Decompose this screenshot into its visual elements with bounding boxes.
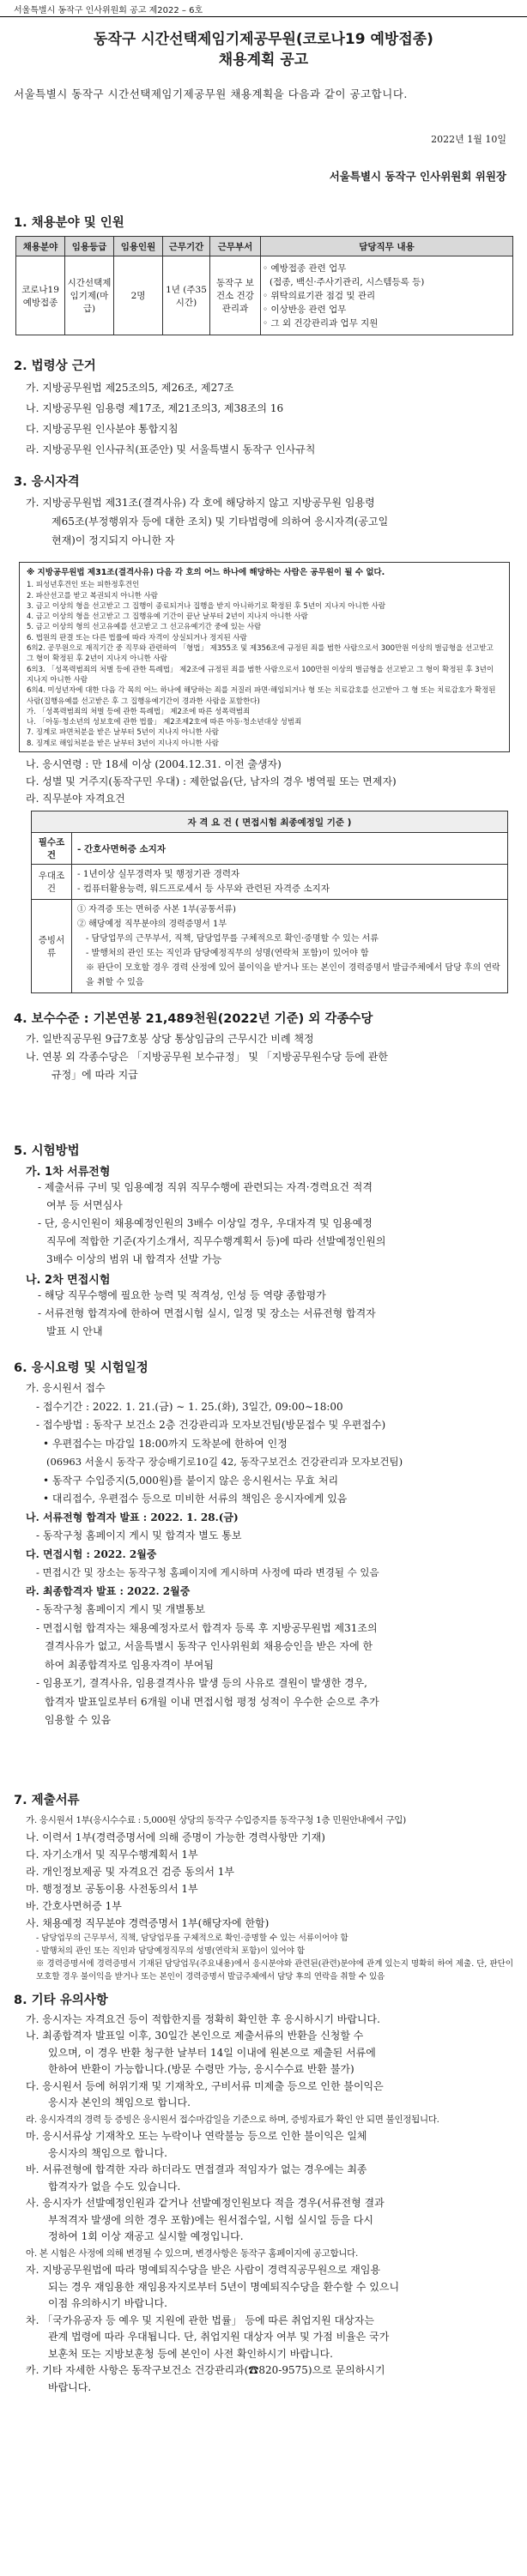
duty-item: ◦ 이상반응 관련 업무 <box>263 304 347 315</box>
recruit-table-header <box>16 237 513 256</box>
screening-result-heading: 나. 서류전형 합격자 발표 : 2022. 1. 28.(금) <box>26 1511 239 1523</box>
document-item: 바. 간호사면허증 1부 <box>26 1899 122 1912</box>
evidence-label: 증빙서류 <box>32 900 72 993</box>
notice-line: 바랍니다. <box>48 2380 92 2393</box>
evidence-line: - 발행처의 관인 또는 직인과 담당예정직무의 성명(연락처 포함)이 있어야 함 <box>86 949 369 958</box>
notice-line: 합격자가 없을 수도 있습니다. <box>48 2180 181 2193</box>
notice-item <box>26 2246 513 2263</box>
notice-line: 있으며, 이 경우 반환 청구한 날부터 14일 이내에 원본으로 제출된 서류에 <box>48 2046 376 2059</box>
notice-date: 2022년 1월 10일 <box>431 134 506 145</box>
notice-line: 라. 응시자격의 경력 등 증빙은 응시원서 접수마감일을 기준으로 하며, 증빙자료가 확인 안 되면 불인정됩니다. <box>26 2114 439 2125</box>
s3-ga-line: 가. 지방공무원법 제31조(결격사유) 각 호에 해당하지 않고 지방공무원 임용령 <box>26 497 375 509</box>
evidence-row <box>32 900 508 993</box>
duty-item: ◦ 그 외 건강관리과 업무 지원 <box>263 317 379 329</box>
notice-item <box>26 2012 513 2029</box>
notice-line: 가. 응시자는 자격요건 등이 적합한지를 정확히 확인한 후 응시하시기 바랍니다. <box>26 2012 380 2025</box>
career-note-line: - 발행처의 관인 또는 직인과 담당예정직무의 성명(연락처 포함)이 있어야 함 <box>36 1946 306 1956</box>
screening-line: 3배수 이상의 범위 내 합격자 선발 가능 <box>46 1253 222 1265</box>
duty-item: (접종, 백신·주사기관리, 시스템등록 등) <box>270 276 425 287</box>
evidence-line: ② 해당예정 직무분야의 경력증명서 1부 <box>77 920 227 929</box>
cell-duties <box>261 256 513 335</box>
career-note <box>26 1932 513 1983</box>
final-result-line: 하여 최종합격자로 임용자격이 부여됨 <box>45 1658 214 1671</box>
document-screening-list <box>26 1179 513 1269</box>
box-line: 6. 법원의 판결 또는 다른 법률에 따라 자격이 상실되거나 정지된 사람 <box>27 633 247 642</box>
s3-ga <box>14 493 513 550</box>
screening-line: - 단, 응시인원이 채용예정인원의 3배수 이상일 경우, 우대자격 및 임용예정 <box>38 1217 373 1229</box>
document-screening-heading: 가. 1차 서류전형 <box>26 1166 111 1179</box>
career-note-line: ※ 경력증명서에 경력증명서 기재된 담당업무(주요내용)에서 응시분야와 관련된(관련)분야에 관계 있는지 명확히 하여 제출. 단, 판단이 모호할 경우 불이익을 받거나 또는 본인이 경력증명서 발급주체에서 담당 후의 연락을 취할 수 있음 <box>36 1958 514 1982</box>
evidence-line: ※ 판단이 모호할 경우 경력 산정에 있어 불이익을 받거나 또는 본인이 경력증명서 발급주체에서 담당 후의 연락을 취할 수 있음 <box>86 963 500 987</box>
document-item: 사. 채용예정 직무분야 경력증명서 1부(해당자에 한함) <box>26 1916 270 1929</box>
notice-line: 한하여 반환이 가능합니다.(방문 수령만 가능, 응시수수료 반환 불가) <box>48 2063 354 2075</box>
notice-item <box>26 2078 513 2112</box>
final-result-line: - 동작구청 홈페이지 게시 및 개별통보 <box>36 1603 206 1615</box>
cell-dept: 동작구 보건소 건강관리과 <box>210 256 261 335</box>
allowance-line: 나. 연봉 외 각종수당은 「지방공무원 보수규정」 및 「지방공무원수당 등에 관한 <box>26 1051 388 1063</box>
col-period: 근무기간 <box>163 237 210 256</box>
job-requirement-heading: 라. 직무분야 자격요건 <box>26 793 125 805</box>
box-line: 2. 파산선고를 받고 복권되지 아니한 사람 <box>27 591 158 600</box>
evidence-line: ① 자격증 또는 면허증 사본 1부(공통서류) <box>77 905 236 914</box>
interview-list <box>26 1287 513 1341</box>
notice-item <box>26 2313 513 2363</box>
section-1-title: 1. 채용분야 및 인원 <box>14 216 124 230</box>
section-4-title: 4. 보수수준 : 기본연봉 21,489천원(2022년 기준) 외 각종수당 <box>14 1012 373 1026</box>
section-2-list <box>14 377 513 460</box>
section-8-title: 8. 기타 유의사항 <box>14 1993 108 2007</box>
notice-line: 정하여 1회 이상 재공고 실시할 예정입니다. <box>48 2230 244 2242</box>
box-header: ※ 지방공무원법 제31조(결격사유) 다음 각 호의 어느 하나에 해당하는 사람은 공무원이 될 수 없다. <box>27 568 385 577</box>
interview-date-line: - 면접시간 및 장소는 동작구청 홈페이지에 게시하며 사정에 따라 변경될 수 있음 <box>36 1566 379 1578</box>
document-item: 가. 응시원서 1부(응시수수료 : 5,000원 상당의 동작구 수입증지를 동작구청 1층 민원안내에서 구입) <box>26 1814 406 1825</box>
box-line: 나. 「아동·청소년의 성보호에 관한 법률」 제2조제2호에 따른 아동·청소년대상 성범죄 <box>27 718 302 727</box>
application-line: - 접수기간 : 2022. 1. 21.(금) ∼ 1. 25.(화), 3일간, 09:00∼18:00 <box>36 1400 343 1413</box>
application-heading: 가. 응시원서 접수 <box>26 1382 106 1394</box>
cell-count: 2명 <box>114 256 163 335</box>
application-line: • 우편접수는 마감일 18:00까지 도착분에 한하여 인정 <box>43 1437 288 1450</box>
title-line-1: 동작구 시간선택제임기제공무원(코로나19 예방접종) <box>94 31 433 48</box>
required-label: 필수조건 <box>32 833 72 865</box>
preferred-text <box>72 865 508 900</box>
preferred-line: - 1년이상 실무경력자 및 행정기관 경력자 <box>77 869 240 879</box>
requirement-table <box>31 811 508 993</box>
intro-text: 서울특별시 동작구 시간선택제임기제공무원 채용계획을 다음과 같이 공고합니다. <box>14 87 408 100</box>
salary-basis: 가. 일반직공무원 9급7호봉 상당 통상임금의 근무시간 비례 책정 <box>26 1033 314 1045</box>
notice-line: 이점 유의하시기 바랍니다. <box>48 2297 167 2309</box>
interview-heading: 나. 2차 면접시험 <box>26 1274 111 1287</box>
box-line: 5. 금고 이상의 형의 선고유예를 선고받고 그 선고유예기간 중에 있는 사람 <box>27 623 262 632</box>
cell-period: 1년 (주35시간) <box>163 256 210 335</box>
notice-line: 마. 응시서류상 기재착오 또는 누락이나 연락불능 등으로 인한 불이익은 일체 <box>26 2130 367 2142</box>
box-line: 7. 징계로 파면처분을 받은 날부터 5년이 지나지 아니한 사람 <box>27 728 219 738</box>
notice-line: 응시자의 책임으로 합니다. <box>48 2146 167 2159</box>
box-line: 1. 피성년후견인 또는 피한정후견인 <box>27 581 140 590</box>
col-duties: 담당직무 내용 <box>261 237 513 256</box>
section-7-title: 7. 제출서류 <box>14 1793 80 1807</box>
allowance-line: 규정」에 따라 지급 <box>51 1069 138 1081</box>
notice-line: 사. 응시자가 선발예정인원과 같거나 선발예정인원보다 적을 경우(서류전형 결과 <box>26 2197 385 2209</box>
gender-residence-condition: 다. 성별 및 거주지(동작구민 우대) : 제한없음(단, 남자의 경우 병역필 또는 면제자) <box>26 775 397 787</box>
box-line: 3. 금고 이상의 형을 선고받고 그 집행이 종료되거나 집행을 받지 아니하기로 확정된 후 5년이 지나지 아니한 사람 <box>27 601 386 611</box>
notice-item <box>26 2262 513 2313</box>
screening-line: - 제출서류 구비 및 임용예정 직위 직무수행에 관련되는 자격·경력요건 적격 <box>38 1181 373 1193</box>
recruit-table-row <box>16 256 513 335</box>
notice-item <box>26 2112 513 2129</box>
notice-line: 응시자 본인의 책임으로 합니다. <box>48 2096 191 2108</box>
screening-line: 여부 등 서면심사 <box>46 1199 123 1211</box>
final-result-heading: 라. 최종합격자 발표 : 2022. 2월중 <box>26 1584 191 1597</box>
evidence-line: - 담당업무의 근무부서, 직책, 담당업무를 구체적으로 확인·증명할 수 있는 서류 <box>86 934 379 944</box>
interview-line: - 서류전형 합격자에 한하여 면접시험 실시, 일정 및 장소는 서류전형 합격자 <box>38 1307 376 1319</box>
document-item: 다. 자기소개서 및 직무수행계획서 1부 <box>26 1848 198 1861</box>
application-line: • 대리접수, 우편접수 등으로 미비한 서류의 책임은 응시자에게 있음 <box>43 1493 348 1505</box>
application-line: (06963 서울시 동작구 장승배기로10길 42, 동작구보건소 건강관리과 모자보건팀) <box>46 1456 403 1468</box>
notice-item <box>26 2162 513 2195</box>
section-5-body <box>14 1162 513 1341</box>
screening-result-line: - 동작구청 홈페이지 게시 및 합격자 별도 통보 <box>36 1529 242 1541</box>
box-line: 6의4. 미성년자에 대한 다음 각 목의 어느 하나에 해당하는 죄를 저질러 파면·해임되거나 형 또는 치료감호를 선고받아 그 형 또는 치료감호가 확정된 사람(집행유예를 선고받은 후 그 집행유예기간이 경과한 사람을 포함한다) <box>27 686 496 706</box>
notice-signer: 서울특별시 동작구 인사위원회 위원장 <box>329 170 506 183</box>
requirement-caption: 자 격 요 건 ( 면접시험 최종예정일 기준 ) <box>32 811 508 833</box>
interview-line: - 해당 직무수행에 필요한 능력 및 적격성, 인성 등 역량 종합평가 <box>38 1289 326 1301</box>
notice-line: 다. 응시원서 등에 허위기재 및 기재착오, 구비서류 미제출 등으로 인한 불이익은 <box>26 2079 384 2092</box>
notice-item <box>26 2028 513 2078</box>
section-4-body <box>14 1030 513 1084</box>
s3-ga-line: 제65조(부정행위자 등에 대한 조치) 및 기타법령에 의하여 응시자격(공고일 <box>51 516 389 528</box>
career-note-line: - 담당업무의 근무부서, 직책, 담당업무를 구체적으로 확인·증명할 수 있는 서류이어야 함 <box>36 1933 348 1943</box>
notice-line: 부적격자 발생에 의한 경우 포함)에는 원서접수일, 시험 실시일 등을 다시 <box>48 2213 373 2226</box>
notice-line: 바. 서류전형에 합격한 자라 하더라도 면접결과 적임자가 없는 경우에는 최종 <box>26 2163 367 2175</box>
notice-line: 자. 지방공무원법에 따라 명예퇴직수당을 받은 사람이 경력직공무원으로 재임용 <box>26 2264 381 2276</box>
section-7-body <box>14 1812 513 1983</box>
notice-line: 되는 경우 재임용한 재임용자지로부터 5년이 명예퇴직수당을 환수할 수 있으니 <box>48 2280 400 2293</box>
final-result-line: 결격사유가 없고, 서울특별시 동작구 인사위원회 채용승인을 받은 자에 한 <box>45 1640 373 1652</box>
application-line: • 동작구 수입증지(5,000원)를 붙이지 않은 응시원서는 무효 처리 <box>43 1474 339 1487</box>
col-dept: 근무부서 <box>210 237 261 256</box>
disqualification-box <box>19 562 510 752</box>
interview-line: 발표 시 안내 <box>46 1325 103 1337</box>
list-item: 나. 지방공무원 임용령 제17조, 제21조의3, 제38조의 16 <box>26 402 284 414</box>
list-item: 라. 지방공무원 인사규칙(표준안) 및 서울특별시 동작구 인사규칙 <box>26 443 316 455</box>
page-title <box>14 29 513 70</box>
required-text: - 간호사면허증 소지자 <box>72 833 508 865</box>
header-divider <box>0 16 527 17</box>
s3-ga-line: 현재)이 정지되지 아니한 자 <box>51 534 175 546</box>
box-line: 6의2. 공무원으로 재직기간 중 직무와 관련하여 「형법」 제355조 및 제356조에 규정된 죄를 범한 사람으로서 300만원 이상의 벌금형을 선고받고 그 형이 확정된 후 2년이 지나지 아니한 사람 <box>27 644 494 664</box>
recruit-table <box>15 236 513 335</box>
evidence-text <box>72 900 508 993</box>
duty-item: ◦ 예방접종 관련 업무 <box>263 262 347 274</box>
s3-conditions <box>14 756 513 807</box>
document-item: 마. 행정정보 공동이용 사전동의서 1부 <box>26 1882 198 1895</box>
section-2-title: 2. 법령상 근거 <box>14 359 96 373</box>
box-line: 가. 「성폭력범죄의 처벌 등에 관한 특례법」 제2조에 따른 성폭력범죄 <box>27 707 251 716</box>
screening-line: 직무에 적합한 기준(자기소개서, 직무수행계획서 등)에 따라 선발예정인원의 <box>46 1235 386 1247</box>
notice-line: 카. 기타 자세한 사항은 동작구보건소 건강관리과(☎820-9575)으로 문의하시기 <box>26 2364 385 2376</box>
final-result-line: - 면접시험 합격자는 채용예정자로서 합격자 등록 후 지방공무원법 제31조의 <box>36 1621 378 1634</box>
notice-item <box>26 2195 513 2246</box>
list-item: 다. 지방공무원 인사분야 통합지침 <box>26 423 179 435</box>
final-result-line: - 임용포기, 결격사유, 임용결격사유 발생 등의 사유로 결원이 발생한 경우, <box>36 1677 367 1689</box>
cell-grade: 시간선택제임기제(마급) <box>65 256 114 335</box>
notice-line: 관계 법령에 따라 우대됩니다. 단, 취업지원 대상자 여부 및 가점 비율은 국가 <box>48 2331 390 2343</box>
box-line: 6의3. 「성폭력범죄의 처벌 등에 관한 특례법」 제2조에 규정된 죄를 범한 사람으로서 100만원 이상의 벌금형을 선고받고 그 형이 확정된 후 3년이 지나지 아니한 사람 <box>27 665 494 685</box>
col-count: 임용인원 <box>114 237 163 256</box>
notice-item <box>26 2362 513 2396</box>
required-row <box>32 833 508 865</box>
age-condition: 나. 응시연령 : 만 18세 이상 (2004.12.31. 이전 출생자) <box>26 758 282 770</box>
section-6-body <box>14 1379 513 1730</box>
section-6-title: 6. 응시요령 및 시험일정 <box>14 1361 148 1375</box>
notice-number: 서울특별시 동작구 인사위원회 공고 제2022 – 6호 <box>14 6 203 15</box>
notice-line: 나. 최종합격자 발표일 이후, 30일간 본인으로 제출서류의 반환을 신청할 수 <box>26 2030 364 2042</box>
section-3-title: 3. 응시자격 <box>14 475 80 489</box>
final-result-line: 임용할 수 있음 <box>45 1714 112 1726</box>
box-line: 8. 징계로 해임처분을 받은 날부터 3년이 지나지 아니한 사람 <box>27 739 219 748</box>
document-item: 나. 이력서 1부(경력증명서에 의해 증명이 가능한 경력사항만 기재) <box>26 1831 325 1843</box>
duty-item: ◦ 위탁의료기관 점검 및 관리 <box>263 290 376 301</box>
section-5-title: 5. 시험방법 <box>14 1144 80 1158</box>
col-field: 채용분야 <box>16 237 65 256</box>
preferred-line: - 컴퓨터활용능력, 워드프로세서 등 사무와 관련된 자격증 소지자 <box>77 884 330 894</box>
final-result-line: 합격자 발표일로부터 6개월 이내 면접시험 평정 성적이 우수한 순으로 추가 <box>45 1695 379 1708</box>
preferred-label: 우대조건 <box>32 865 72 900</box>
notice-line: 차. 「국가유공자 등 예우 및 지원에 관한 법률」 등에 따른 취업지원 대상자는 <box>26 2314 374 2326</box>
application-line: - 접수방법 : 동작구 보건소 2층 건강관리과 모자보건팀(방문접수 및 우편접수) <box>36 1419 386 1431</box>
notice-line: 아. 본 시험은 사정에 의해 변경될 수 있으며, 변경사항은 동작구 홈페이지에 공고합니다. <box>26 2247 359 2259</box>
preferred-row <box>32 865 508 900</box>
box-line: 4. 금고 이상의 형을 선고받고 그 집행유예 기간이 끝난 날부터 2년이 지나지 아니한 사람 <box>27 612 308 622</box>
document-item: 라. 개인정보제공 및 자격요건 검증 동의서 1부 <box>26 1865 234 1878</box>
cell-field: 코로나19 예방접종 <box>16 256 65 335</box>
col-grade: 임용등급 <box>65 237 114 256</box>
title-line-2: 채용계획 공고 <box>218 51 309 69</box>
notice-item <box>26 2128 513 2162</box>
section-8-list <box>14 2012 513 2397</box>
notice-line: 보훈처 또는 지방보훈청 등에 본인이 사전 확인하시기 바랍니다. <box>48 2347 333 2360</box>
list-item: 가. 지방공무원법 제25조의5, 제26조, 제27조 <box>26 382 234 394</box>
interview-date-heading: 다. 면접시험 : 2022. 2월중 <box>26 1547 157 1560</box>
